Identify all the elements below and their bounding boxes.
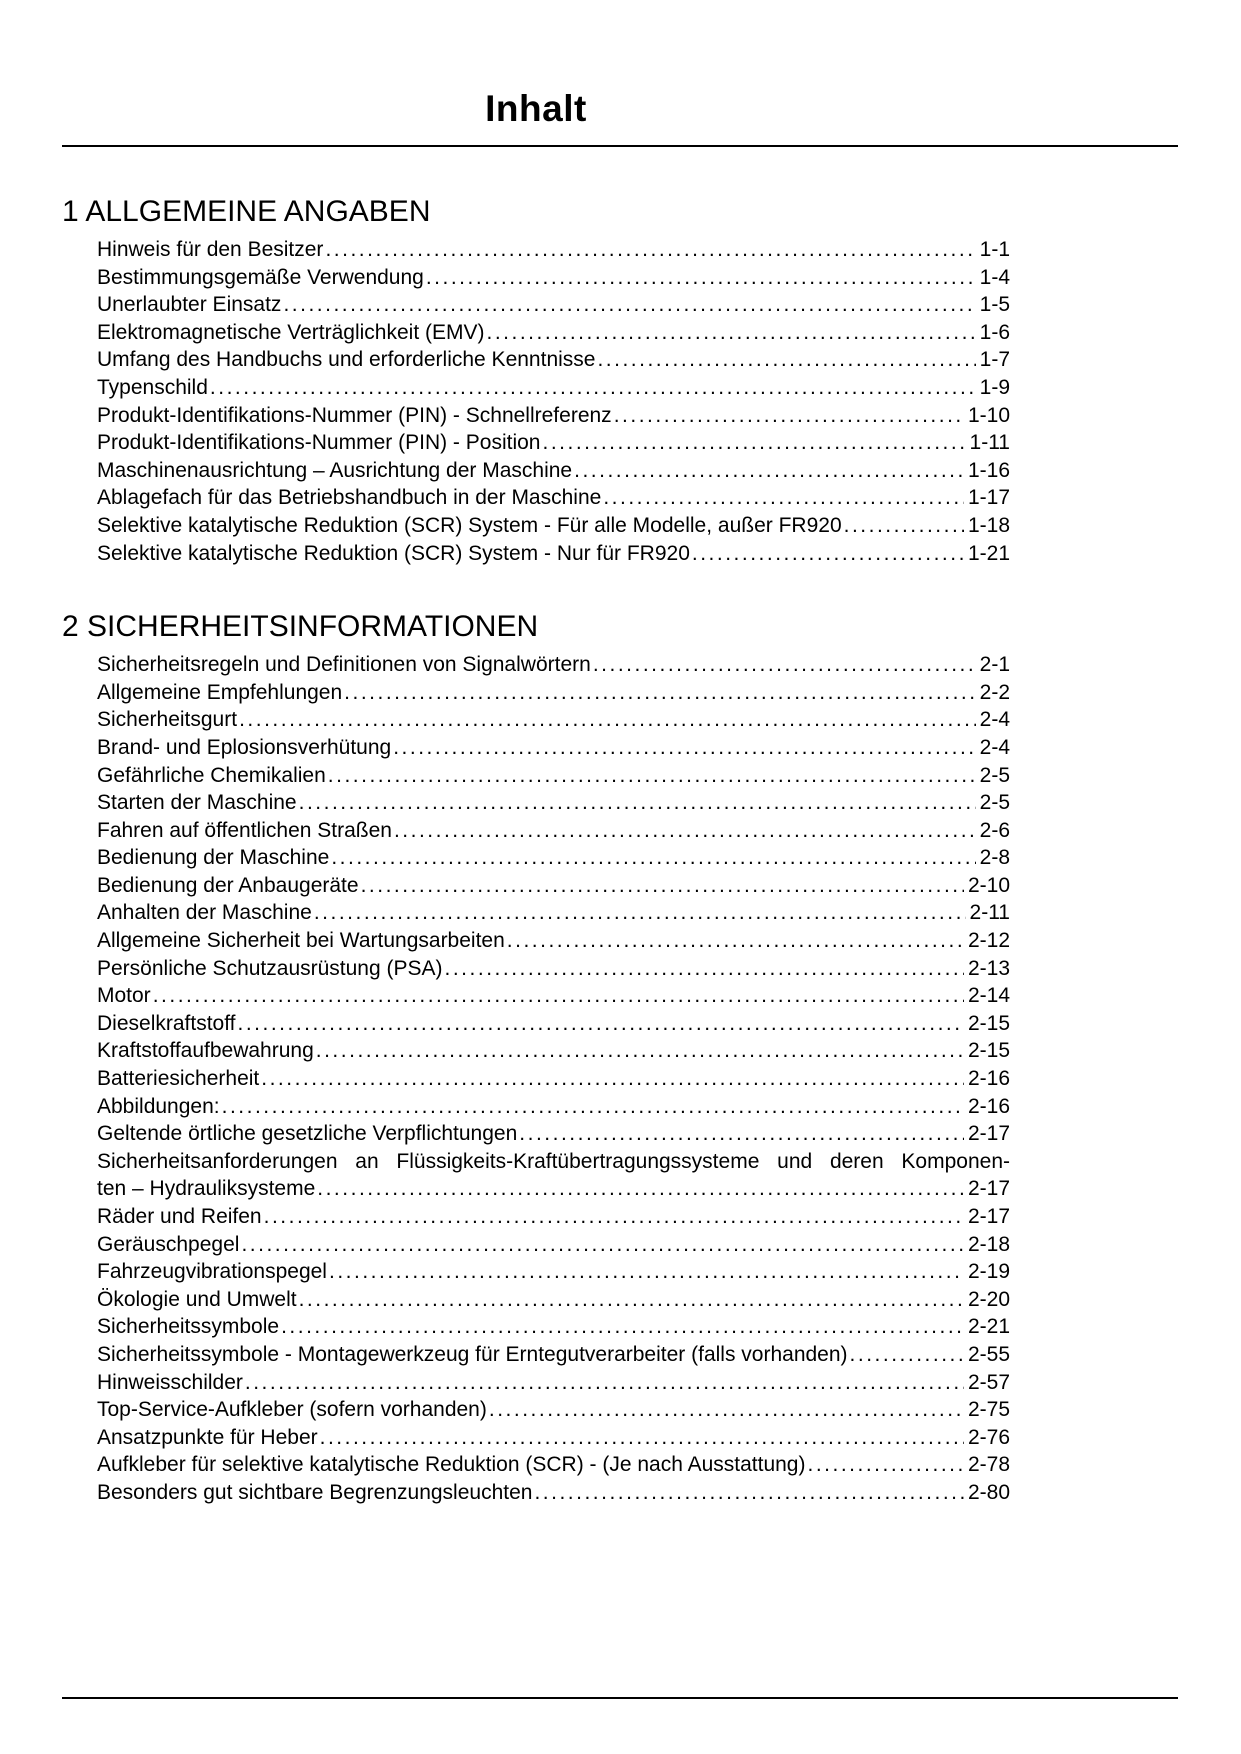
toc-entry-page-number: 1-7 <box>979 348 1010 372</box>
toc-entry <box>97 457 1010 485</box>
dot-leader <box>281 1313 964 1341</box>
toc-entry-page-number: 2-5 <box>979 791 1010 815</box>
toc-entry-label: Sicherheitssymbole - Montagewerkzeug für Erntegutverarbeiter (falls vorhanden) <box>97 1342 848 1366</box>
toc-entry-label: Umfang des Handbuchs und erforderliche Kenntnisse <box>97 348 596 372</box>
dot-leader <box>320 1424 964 1452</box>
dot-leader <box>614 402 964 430</box>
toc-entry <box>97 429 1010 457</box>
dot-leader <box>317 1175 964 1203</box>
toc-section <box>62 609 1010 1506</box>
dot-leader <box>393 734 975 762</box>
toc-entry <box>97 346 1010 374</box>
toc-entry <box>97 734 1010 762</box>
toc-entry-page-number: 2-78 <box>967 1453 1010 1477</box>
toc-entry <box>97 927 1010 955</box>
toc-entry-page-number: 2-57 <box>967 1370 1010 1394</box>
dot-leader <box>241 1231 964 1259</box>
toc-entry-page-number: 2-5 <box>979 763 1010 787</box>
dot-leader <box>574 457 964 485</box>
toc-entry-page-number: 1-5 <box>979 293 1010 317</box>
toc-entry <box>97 679 1010 707</box>
toc-entry-page-number: 2-8 <box>979 846 1010 870</box>
toc-entry-page-number: 1-1 <box>979 238 1010 261</box>
dot-leader <box>329 1258 964 1286</box>
toc-entry-page-number: 2-12 <box>967 929 1010 953</box>
dot-leader <box>597 346 975 374</box>
dot-leader <box>850 1341 964 1369</box>
dot-leader <box>222 1093 964 1121</box>
table-of-contents <box>62 186 1010 1507</box>
toc-entry-label: Brand- und Eplosionsverhütung <box>97 735 392 759</box>
toc-entry-label: Dieselkraftstoff <box>97 1011 236 1035</box>
toc-entry-page-number: 2-80 <box>967 1480 1010 1504</box>
dot-leader <box>507 927 964 955</box>
toc-entry <box>97 1093 1010 1121</box>
dot-leader <box>394 817 976 845</box>
toc-entry-page-number: 2-2 <box>979 680 1010 704</box>
toc-entry-label: Produkt-Identifikations-Nummer (PIN) - Position <box>97 431 541 455</box>
toc-entry-page-number: 1-16 <box>967 458 1010 482</box>
toc-entry <box>97 762 1010 790</box>
toc-entry-label: Batteriesicherheit <box>97 1067 260 1091</box>
toc-entry-page-number: 2-55 <box>967 1342 1010 1366</box>
toc-entry-label: Allgemeine Sicherheit bei Wartungsarbeiten <box>97 929 505 953</box>
toc-entry-page-number: 1-9 <box>979 375 1010 399</box>
toc-entry-label: Sicherheitssymbole <box>97 1315 280 1339</box>
toc-entry-label: Fahrzeugvibrationspegel <box>97 1260 327 1284</box>
toc-entry-label: Bestimmungsgemäße Verwendung <box>97 265 424 289</box>
toc-entry-page-number: 1-6 <box>979 320 1010 344</box>
toc-entry-label: Starten der Maschine <box>97 791 297 815</box>
dot-leader <box>692 540 964 568</box>
toc-entry <box>97 1286 1010 1314</box>
dot-leader <box>344 679 975 707</box>
toc-entry <box>97 402 1010 430</box>
dot-leader <box>264 1203 964 1231</box>
toc-entry-label: Räder und Reifen <box>97 1205 262 1228</box>
toc-entry <box>97 1369 1010 1397</box>
dot-leader <box>487 319 976 347</box>
toc-entry <box>97 706 1010 734</box>
toc-entry-label: Typenschild <box>97 375 208 399</box>
dot-leader <box>325 236 975 264</box>
dot-leader <box>489 1396 964 1424</box>
toc-entry <box>97 540 1010 568</box>
dot-leader <box>245 1369 964 1397</box>
toc-entry-page-number: 2-16 <box>967 1067 1010 1091</box>
toc-entry-page-number: 2-15 <box>967 1039 1010 1063</box>
toc-entry <box>97 1065 1010 1093</box>
dot-leader <box>239 706 976 734</box>
toc-entry-label: Besonders gut sichtbare Begrenzungsleuchten <box>97 1480 533 1504</box>
toc-entry-label: Sicherheitsgurt <box>97 708 238 732</box>
toc-entry-page-number: 2-13 <box>967 956 1010 980</box>
toc-entry-page-number: 1-4 <box>979 265 1010 289</box>
toc-entry <box>97 1341 1010 1369</box>
dot-leader <box>542 429 965 457</box>
toc-entry-label: Gefährliche Chemikalien <box>97 763 326 787</box>
dot-leader <box>844 512 964 540</box>
toc-entry-label: Maschinenausrichtung – Ausrichtung der Maschine <box>97 458 573 482</box>
toc-entry <box>97 1203 1010 1231</box>
toc-entry <box>97 374 1010 402</box>
header-rule <box>62 145 1178 147</box>
toc-entry <box>97 484 1010 512</box>
toc-entry <box>97 651 1010 679</box>
dot-leader <box>314 899 966 927</box>
toc-entry <box>97 319 1010 347</box>
toc-entry <box>97 291 1010 319</box>
dot-leader <box>238 1010 964 1038</box>
toc-entry-label: Hinweis für den Besitzer <box>97 238 324 261</box>
dot-leader <box>316 1037 964 1065</box>
toc-entry-label: Ansatzpunkte für Heber <box>97 1425 318 1449</box>
dot-leader <box>210 374 976 402</box>
toc-entry-label: Kraftstoffaufbewahrung <box>97 1039 314 1063</box>
toc-entry-page-number: 2-76 <box>967 1425 1010 1449</box>
toc-entry <box>97 1120 1010 1148</box>
toc-entry <box>97 1451 1010 1479</box>
toc-entry <box>97 1037 1010 1065</box>
toc-entry <box>97 1313 1010 1341</box>
dot-leader <box>593 651 976 679</box>
toc-entry-label: Hinweisschilder <box>97 1370 243 1394</box>
toc-entry-label: Geräuschpegel <box>97 1232 240 1256</box>
dot-leader <box>331 844 975 872</box>
toc-entry-label: Allgemeine Empfehlungen <box>97 680 343 704</box>
toc-entry-page-number: 1-17 <box>967 486 1010 510</box>
section-heading: 2 SICHERHEITSINFORMATIONEN <box>62 610 539 644</box>
dot-leader <box>426 264 976 292</box>
toc-entry-label: Bedienung der Maschine <box>97 846 330 870</box>
toc-entry <box>97 1175 1010 1203</box>
dot-leader <box>519 1120 964 1148</box>
toc-entry <box>97 982 1010 1010</box>
toc-entry-label: Elektromagnetische Verträglichkeit (EMV) <box>97 320 485 344</box>
toc-entry <box>97 512 1010 540</box>
toc-section <box>62 194 1010 567</box>
toc-entry-page-number: 2-19 <box>967 1260 1010 1284</box>
toc-entry-label: Persönliche Schutzausrüstung (PSA) <box>97 956 443 980</box>
dot-leader <box>299 789 976 817</box>
toc-entry-page-number: 2-15 <box>967 1011 1010 1035</box>
toc-entry-label: Unerlaubter Einsatz <box>97 293 282 317</box>
dot-leader <box>283 291 975 319</box>
footer-rule <box>62 1697 1178 1699</box>
toc-entry-page-number: 1-21 <box>967 541 1010 565</box>
toc-entry-page-number: 2-17 <box>967 1122 1010 1146</box>
toc-entry-label: Bedienung der Anbaugeräte <box>97 873 359 897</box>
dot-leader <box>445 955 964 983</box>
dot-leader <box>534 1479 964 1507</box>
toc-entry <box>97 264 1010 292</box>
dot-leader <box>299 1286 964 1314</box>
dot-leader <box>603 484 964 512</box>
toc-entry-label: Selektive katalytische Reduktion (SCR) System - Nur für FR920 <box>97 541 690 565</box>
dot-leader <box>153 982 964 1010</box>
toc-entry-page-number: 2-1 <box>979 653 1010 677</box>
toc-entry-label: Anhalten der Maschine <box>97 901 312 925</box>
dot-leader <box>261 1065 964 1093</box>
toc-entry-page-number: 2-10 <box>967 873 1010 897</box>
page-title: Inhalt <box>485 88 587 129</box>
toc-entry-page-number: 2-11 <box>969 901 1010 925</box>
dot-leader <box>807 1451 963 1479</box>
toc-entry-page-number: 2-16 <box>967 1094 1010 1118</box>
toc-entry <box>97 872 1010 900</box>
toc-entry <box>97 1231 1010 1259</box>
toc-entry-page-number: 2-17 <box>967 1205 1010 1228</box>
toc-entry-label: Geltende örtliche gesetzliche Verpflichtungen <box>97 1122 518 1146</box>
toc-entry-label: Ökologie und Umwelt <box>97 1287 297 1311</box>
section-heading: 1 ALLGEMEINE ANGABEN <box>62 195 431 228</box>
toc-entry-label: Ablagefach für das Betriebshandbuch in der Maschine <box>97 486 602 510</box>
toc-entry <box>97 1396 1010 1424</box>
toc-entry-page-number: 1-10 <box>967 403 1010 427</box>
toc-entry <box>97 1258 1010 1286</box>
toc-entry-page-number: 2-4 <box>979 735 1010 759</box>
toc-entry <box>97 817 1010 845</box>
toc-entry-page-number: 1-18 <box>967 513 1010 537</box>
toc-entry-label: ten – Hydrauliksysteme <box>97 1177 316 1201</box>
dot-leader <box>361 872 964 900</box>
toc-entry-label: Selektive katalytische Reduktion (SCR) System - Für alle Modelle, außer FR920 <box>97 513 842 537</box>
toc-entry-page-number: 1-11 <box>969 431 1010 455</box>
toc-entry-label: Produkt-Identifikations-Nummer (PIN) - Schnellreferenz <box>97 403 612 427</box>
toc-entry-page-number: 2-4 <box>979 708 1010 732</box>
toc-entry <box>97 1479 1010 1507</box>
toc-entry <box>97 955 1010 983</box>
toc-entry <box>97 844 1010 872</box>
toc-entry-page-number: 2-75 <box>967 1398 1010 1422</box>
toc-entry-label: Sicherheitsregeln und Definitionen von Signalwörtern <box>97 653 591 677</box>
dot-leader <box>328 762 976 790</box>
toc-entry-label: Aufkleber für selektive katalytische Reduktion (SCR) - (Je nach Ausstattung) <box>97 1453 806 1477</box>
toc-entry <box>97 236 1010 264</box>
toc-entry-page-number: 2-6 <box>979 818 1010 842</box>
toc-entry-page-number: 2-18 <box>967 1232 1010 1256</box>
toc-entry-page-number: 2-20 <box>967 1287 1010 1311</box>
toc-entry-wrapped-first-line: Sicherheitsanforderungen an Flüssigkeits-Kraftübertragungssysteme und deren Komponen- <box>97 1149 1010 1173</box>
toc-entry <box>97 1424 1010 1452</box>
toc-entry <box>97 1010 1010 1038</box>
toc-entry <box>97 789 1010 817</box>
toc-entry-label: Motor <box>97 984 151 1008</box>
toc-entry-label: Top-Service-Aufkleber (sofern vorhanden) <box>97 1398 487 1422</box>
toc-entry-page-number: 2-21 <box>967 1315 1010 1339</box>
toc-entry-label: Fahren auf öffentlichen Straßen <box>97 818 392 842</box>
toc-entry-page-number: 2-14 <box>967 984 1010 1008</box>
toc-entry <box>97 899 1010 927</box>
toc-entry-page-number: 2-17 <box>967 1177 1010 1201</box>
toc-entry-label: Abbildungen: <box>97 1094 220 1118</box>
